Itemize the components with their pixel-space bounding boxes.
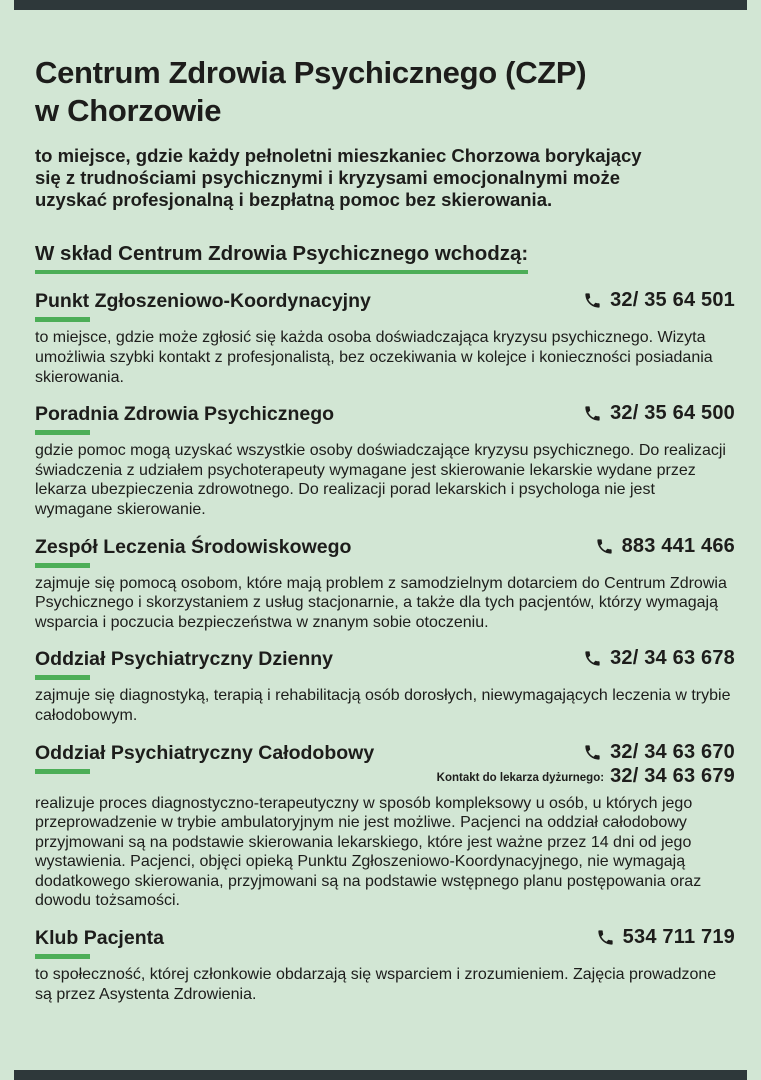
- service-section: [35, 402, 735, 519]
- section-title-wrap: [35, 647, 333, 680]
- bottom-decorative-bar: [14, 1070, 747, 1080]
- section-header: [35, 289, 735, 322]
- section-phones: [437, 741, 735, 788]
- service-section: [35, 647, 735, 725]
- phone-secondary-label: Kontakt do lekarza dyżurnego:: [436, 772, 605, 785]
- section-accent-underline: [35, 430, 90, 435]
- top-decorative-bar: [14, 0, 747, 10]
- section-phones: [583, 289, 735, 312]
- phone-receiver-icon: [583, 291, 602, 310]
- phone-number: 883 441 466: [621, 534, 735, 557]
- section-title: Oddział Psychiatryczny Całodobowy: [35, 741, 375, 764]
- service-section: [35, 741, 735, 912]
- service-section: [35, 535, 735, 633]
- service-section: [35, 289, 735, 387]
- section-title: Zespół Leczenia Środowiskowego: [35, 535, 352, 558]
- section-accent-underline: [35, 675, 90, 680]
- phone-number: 32/ 35 64 501: [610, 289, 735, 312]
- phone-row: [583, 647, 735, 670]
- section-title-wrap: [35, 289, 371, 322]
- phone-row: [437, 741, 735, 764]
- section-title: Oddział Psychiatryczny Dzienny: [35, 648, 334, 671]
- section-title-wrap: [35, 402, 334, 435]
- sections-list: [35, 289, 735, 1004]
- section-description: realizuje proces diagnostyczno-terapeutyczny w sposób kompleksowy u osób, u których jego przeprowadzenie w trybie ambulatoryjnym nie jest możliwe. Pacjenci na oddział całodobowy przyjmowani są na podstawie skierowania lekarskiego, które jest ważne przez 14 dni od jego wystawienia. Pacjenci, objęci opieką Punktu Zgłoszeniowo-Koordynacyjnego, nie wymagają dodatkowego skierowania, przyjmowani są na podstawie wstępnego planu postępowania oraz dowodu tożsamości.: [35, 794, 702, 910]
- section-description: gdzie pomoc mogą uzyskać wszystkie osoby doświadczające kryzysu psychicznego. Do realizacji świadczenia z udziałem psychoterapeuty wymagane jest skierowanie lekarskie wydane przez lekarza ubezpieczenia zdrowotnego. Do realizacji porad lekarskich i psychologa nie jest wymagane skierowanie.: [35, 442, 726, 518]
- section-title: Klub Pacjenta: [35, 927, 164, 950]
- section-phones: [583, 402, 735, 425]
- intro-text: to miejsce, gdzie każdy pełnoletni mieszkaniec Chorzowa borykający się z trudnościami psychicznymi i kryzysami emocjonalnymi może uzyskać profesjonalną i bezpłatną pomoc bez skierowania.: [35, 145, 642, 210]
- phone-receiver-icon: [583, 404, 602, 423]
- phone-number: 32/ 35 64 500: [610, 402, 735, 425]
- phone-receiver-icon: [596, 928, 615, 947]
- section-accent-underline: [35, 317, 90, 322]
- section-title-wrap: [35, 741, 374, 774]
- section-accent-underline: [35, 954, 90, 959]
- phone-row-secondary: [437, 765, 735, 788]
- section-header: [35, 926, 735, 959]
- section-description: to społeczność, której członkowie obdarzają się wsparciem i zrozumieniem. Zajęcia prowadzone są przez Asystenta Zdrowienia.: [35, 966, 717, 1003]
- section-header: [35, 402, 735, 435]
- phone-receiver-icon: [595, 537, 614, 556]
- section-phones: [595, 535, 735, 558]
- page-title-line2: w Chorzowie: [35, 93, 222, 128]
- page-title: [35, 54, 735, 130]
- phone-receiver-icon: [583, 743, 602, 762]
- phone-row: [583, 289, 735, 312]
- phone-number: 32/ 34 63 670: [610, 740, 735, 763]
- phone-receiver-icon: [583, 649, 602, 668]
- section-description: zajmuje się pomocą osobom, które mają problem z samodzielnym dotarciem do Centrum Zdrowia Psychicznego i skorzystaniem z usług stacjonarnie, a także dla tych pacjentów, którzy wymagają wsparcia i poczucia bezpieczeństwa w znanym sobie otoczeniu.: [35, 574, 727, 631]
- phone-row: [596, 926, 735, 949]
- section-phones: [596, 926, 735, 949]
- poster-content: [0, 54, 761, 1004]
- phone-row: [583, 402, 735, 425]
- list-heading: W skład Centrum Zdrowia Psychicznego wchodzą:: [35, 242, 528, 274]
- section-header: [35, 647, 735, 680]
- phone-number: 32/ 34 63 678: [610, 647, 735, 670]
- section-description: zajmuje się diagnostyką, terapią i rehabilitacją osób dorosłych, niewymagających leczenia w trybie całodobowym.: [35, 687, 731, 724]
- section-title-wrap: [35, 926, 164, 959]
- section-header: [35, 741, 735, 788]
- section-phones: [583, 647, 735, 670]
- section-accent-underline: [35, 563, 90, 568]
- section-description: to miejsce, gdzie może zgłosić się każda osoba doświadczająca kryzysu psychicznego. Wizyta umożliwia szybki kontakt z profesjonalistą, bez oczekiwania w kolejce i konieczności posiadania skierowania.: [35, 329, 713, 386]
- section-title-wrap: [35, 535, 351, 568]
- section-header: [35, 535, 735, 568]
- section-title: Poradnia Zdrowia Psychicznego: [35, 403, 335, 426]
- section-title: Punkt Zgłoszeniowo-Koordynacyjny: [35, 290, 371, 313]
- phone-number-secondary: 32/ 34 63 679: [610, 764, 735, 787]
- phone-number: 534 711 719: [622, 926, 735, 949]
- section-accent-underline: [35, 769, 90, 774]
- page-title-line1: Centrum Zdrowia Psychicznego (CZP): [35, 55, 587, 90]
- phone-row: [595, 535, 735, 558]
- service-section: [35, 926, 735, 1004]
